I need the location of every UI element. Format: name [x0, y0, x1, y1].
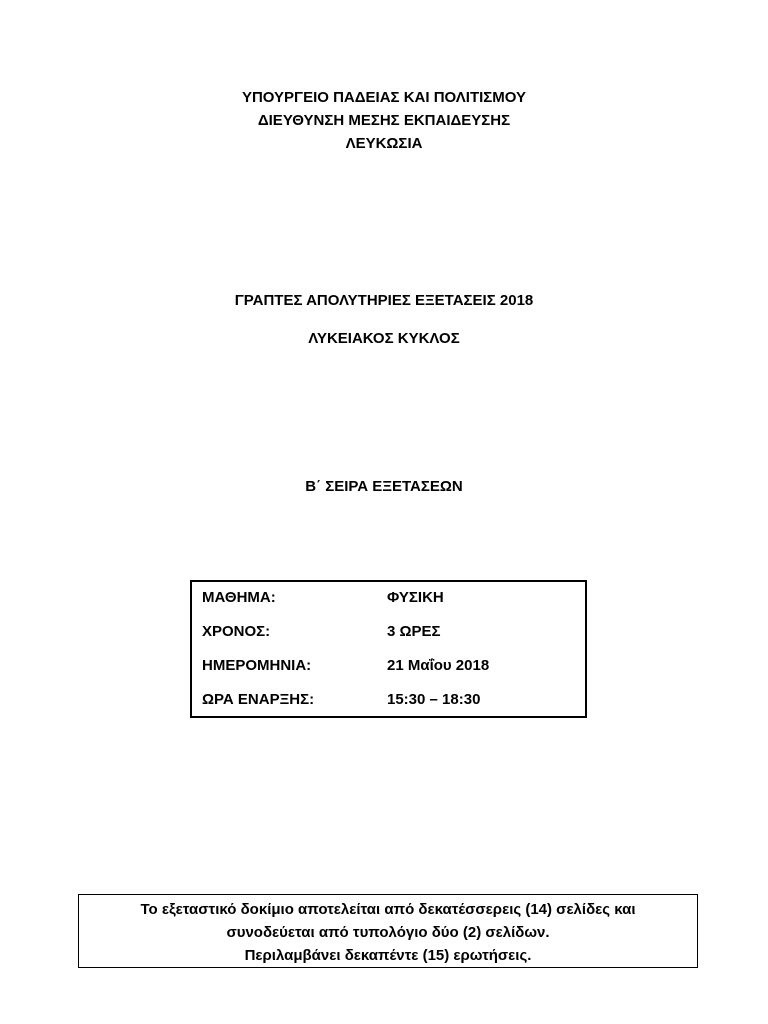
exam-note-box	[78, 894, 698, 968]
note-line: Περιλαμβάνει δεκαπέντε (15) ερωτήσεις.	[244, 947, 532, 964]
note-line: Το εξεταστικό δοκίμιο αποτελείται από δεκατέσσερεις (14) σελίδες και	[140, 901, 636, 918]
start-time-value: 15:30 – 18:30	[387, 691, 481, 708]
duration-label: ΧΡΟΝΟΣ:	[202, 623, 271, 640]
info-row-subject	[202, 587, 582, 609]
exam-series: Β΄ ΣΕΙΡΑ ΕΞΕΤΑΣΕΩΝ	[305, 478, 463, 495]
ministry-header	[0, 86, 768, 155]
date-value: 21 Μαΐου 2018	[387, 657, 490, 674]
date-label: ΗΜΕΡΟΜΗΝΙΑ:	[202, 657, 312, 674]
exam-cycle: ΛΥΚΕΙΑΚΟΣ ΚΥΚΛΟΣ	[308, 330, 460, 347]
info-row-date	[202, 655, 582, 677]
directorate-name: ΔΙΕΥΘΥΝΣΗ ΜΕΣΗΣ ΕΚΠΑΙΔΕΥΣΗΣ	[257, 112, 511, 129]
duration-value: 3 ΩΡΕΣ	[387, 623, 441, 640]
exam-title: ΓΡΑΠΤΕΣ ΑΠΟΛΥΤΗΡΙΕΣ ΕΞΕΤΑΣΕΙΣ 2018	[234, 292, 534, 309]
start-time-label: ΩΡΑ ΕΝΑΡΞΗΣ:	[202, 691, 315, 708]
subject-value: ΦΥΣΙΚΗ	[387, 589, 444, 606]
note-line: συνοδεύεται από τυπολόγιο δύο (2) σελίδων.	[226, 924, 550, 941]
info-row-start-time	[202, 689, 582, 711]
exam-info-box	[190, 580, 587, 718]
subject-label: ΜΑΘΗΜΑ:	[202, 589, 276, 606]
city-name: ΛΕΥΚΩΣΙΑ	[345, 135, 423, 152]
ministry-name: ΥΠΟΥΡΓΕΙΟ ΠΑΔΕΙΑΣ ΚΑΙ ΠΟΛΙΤΙΣΜΟΥ	[241, 89, 527, 106]
info-row-duration	[202, 621, 582, 643]
